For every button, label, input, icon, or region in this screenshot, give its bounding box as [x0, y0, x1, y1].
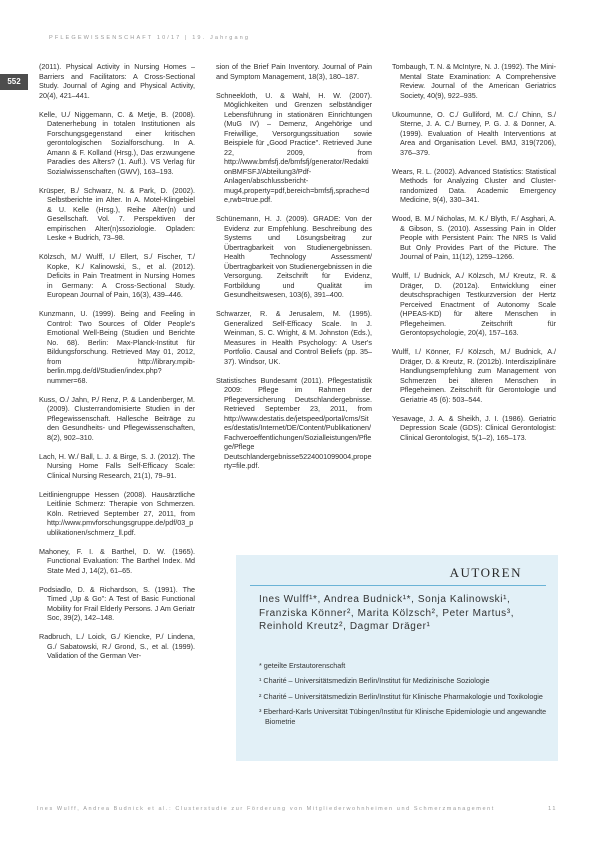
reference-entry: Kölzsch, M./ Wulff, I./ Ellert, S./ Fischer, T./ Kopke, K./ Kalinowski, S., et al. (2012). Deficits in Pain Treatment in Nursing Homes in Germany: A Cross-Sectional Study. European Journal of Pain, 16(3), 439–446. [39, 252, 195, 299]
reference-entry: Yesavage, J. A. & Sheikh, J. I. (1986). Geriatric Depression Scale (GDS): Clinical Gerontologist: Clinical Gerontologist, 5(1–2), 165–173. [392, 413, 556, 442]
reference-entry: Wulff, I./ Budnick, A./ Kölzsch, M./ Kreutz, R. & Dräger, D. (2012a). Entwicklung einer deutschsprachigen Testkurzversion der Hertz Perceived Enactment of Autonomy Scale (HPEAS-KD) für ältere Menschen in Pflegeheimen. Zeitschrift für Gerontopsychologie, 20(4), 157–163. [392, 271, 556, 337]
reference-entry: Radbruch, L./ Loick, G./ Kiencke, P./ Lindena, G./ Sabatowski, R./ Grond, S., et al. (1999). Validation of the German Ver- [39, 632, 195, 660]
reference-column-1 [39, 62, 195, 670]
reference-entry: Kuss, O./ Jahn, P./ Renz, P. & Landenberger, M. (2009). Clusterrandomisierte Studien in der Pflegewissenschaft. Hallesche Beiträge zu den Gesundheits- und Pflegewissenschaften, 8(2), 902–310. [39, 394, 195, 442]
footer-text: Ines Wulff, Andrea Budnick et al.: Clusterstudie zur Förderung von Mitgliederwohnheimen und Schmerzmanagement [37, 806, 495, 812]
reference-entry: Kunzmann, U. (1999). Being and Feeling in Control: Two Sources of Older People's Emotional Well-Being (Studien und Berichte No. 68). Berlin: Max-Planck-Institut für Bildungsforschung. Retrieved May 01, 2012, from http://library.mpib-berlin.mpg.de/dl/Studien/index.php?nummer=68. [39, 309, 195, 385]
reference-entry: sion of the Brief Pain Inventory. Journal of Pain and Symptom Management, 18(3), 180–187. [216, 62, 372, 81]
affiliation-item: ³ Eberhard-Karls Universität Tübingen/Institut für Klinische Epidemiologie und angewandte Biometrie [259, 707, 547, 726]
reference-column-3 [392, 62, 556, 452]
reference-entry: Krüsper, B./ Schwarz, N. & Park, D. (2002). Selbstberichte im Alter. In A. Motel-Klingebiel & U. Kelle (Hrsg.), Reihe Alter(n) und Gesellschaft. Vol. 7. Perspektiven der empirischen Alter(n)ssoziologie. Opladen: Leske + Budrich, 73–98. [39, 185, 195, 242]
affiliation-item: ¹ Charité – Universitätsmedizin Berlin/Institut für Medizinische Soziologie [259, 676, 490, 686]
page-footer [37, 806, 557, 812]
authors-title-rule [250, 585, 546, 586]
reference-entry: Ukoumunne, O. C./ Gulliford, M. C./ Chinn, S./ Sterne, J. A. C./ Burney, P. G. J. & Donner, A. (1999). Evaluation of Health Interventions at Area and Organisation Level. BMJ, 319(7206), 376–379. [392, 109, 556, 157]
reference-entry: Wears, R. L. (2002). Advanced Statistics: Statistical Methods for Analyzing Cluster and Cluster-randomized Data. Academic Emergency Medicine, 9(4), 330–341. [392, 166, 556, 204]
reference-entry: Schneekloth, U. & Wahl, H. W. (2007). Möglichkeiten und Grenzen selbständiger Lebensführung in stationären Einrichtungen (MuG IV) – Demenz, Angehörige und Freiwillige, Versorgungssituation sowie Beispiele für „Good Practice". Retrieved June 22, 2009, from http://www.bmfsfj.de/bmfsfj/generator/RedaktionBMFSFJ/Abteilung3/Pdf-Anlagen/abschlussbericht-mug4,property=pdf,bereich=bmfsfj,sprache=de,rwb=true.pdf. [216, 90, 372, 204]
affiliation-item: * geteilte Erstautorenschaft [259, 661, 346, 670]
reference-entry: Wood, B. M./ Nicholas, M. K./ Blyth, F./ Asghari, A. & Gibson, S. (2010). Assessing Pain in Older People with Persistent Pain: The NRS Is Valid But Only Provides Part of the Picture. The Journal of Pain, 11(12), 1259–1266. [392, 214, 556, 261]
authors-box [236, 555, 558, 761]
authors-title: AUTOREN [449, 565, 522, 580]
reference-entry: Wulff, I./ Könner, F./ Kölzsch, M./ Budnick, A./ Dräger, D. & Kreutz, R. (2012b). Interdisziplinäre Handlungsempfehlung zum Management von Schmerzen bei älteren Menschen in Pflegeheimen. Zeitschrift für Gerontologie und Geriatrie 45 (6): 503–544. [392, 347, 556, 404]
reference-entry: Lach, H. W./ Ball, L. J. & Birge, S. J. (2012). The Nursing Home Falls Self-Efficacy Scale: Clinical Nursing Research, 21(1), 79–91. [39, 451, 195, 480]
reference-column-2 [216, 62, 372, 480]
affiliation-item: ² Charité – Universitätsmedizin Berlin/Institut für Klinische Pharmakologie und Toxikologie [259, 691, 543, 701]
affiliation-list [259, 661, 549, 732]
reference-entry: Mahoney, F. I. & Barthel, D. W. (1965). Functional Evaluation: The Barthel Index. Md State Med J, 14(2), 61–65. [39, 546, 195, 575]
reference-entry: Podsiadlo, D. & Richardson, S. (1991). The Timed „Up & Go": A Test of Basic Functional Mobility for Frail Elderly Persons. J Am Geriatr Soc, 39(2), 142–148. [39, 584, 195, 622]
reference-entry: (2011). Physical Activity in Nursing Homes – Barriers and Facilitators: A Cross-Sectional Study. Journal of Aging and Physical Activity, 20(4), 421–441. [39, 62, 195, 100]
reference-entry: Statistisches Bundesamt (2011). Pflegestatistik 2009: Pflege im Rahmen der Pflegeversicherung Deutschlandergebnisse. Retrieved September 23, 2011, from http://www.destatis.de/jetspeed/portal/cms/Sites/destatis/Internet/DE/Content/Publikationen/Fachveroeffentlichungen/Sozialleistungen/Pflege/Pflege Deutschlandergebnisse5224001099004,property=file.pdf. [216, 375, 372, 470]
page-number: 552 [0, 74, 28, 90]
reference-entry: Tombaugh, T. N. & McIntyre, N. J. (1992). The Mini-Mental State Examination: A Comprehensive Review. Journal of the American Geriatrics Society, 40(9), 922–935. [392, 62, 556, 100]
reference-entry: Schünemann, H. J. (2009). GRADE: Von der Evidenz zur Empfehlung. Beschreibung des Systems und Lösungsbeitrag zur Übertragbarkeit von Studienergebnissen. Health Technology Assessment/ Übertragbarkeit von Studienergebnissen in die Versorgung. Zeitschrift für Evidenz, Fortbildung und Qualität im Gesundheitswesen, 103(6), 391–400. [216, 214, 372, 299]
author-names: Ines Wulff¹*, Andrea Budnick¹*, Sonja Kalinowski¹, Franziska Könner², Marita Kölzsch², Peter Martus³, Reinhold Kreutz², Dagmar Dräger¹ [259, 594, 515, 632]
running-head: PFLEGEWISSENSCHAFT 10/17 | 19. Jahrgang [49, 35, 251, 41]
reference-entry: Leitliniengruppe Hessen (2008). Hausärztliche Leitlinie Schmerz: Therapie von Schmerzen. Köln. Retrieved September 27, 2011, from http://www.pmvforschungsgruppe.de/pdf/03_publikationen/schmerz_ll.pdf. [39, 489, 195, 537]
footer-page-number: 11 [548, 806, 557, 812]
reference-entry: Kelle, U./ Niggemann, C. & Metje, B. (2008). Datenerhebung in totalen Institutionen als Forschungsgegenstand einer kritischen gerontologischen Sozialforschung. In A. Amann & F. Kolland (Hrsg.), Das erzwungene Paradies des Alters? (1. Aufl.). VS Verlag für Sozialwissenschaften (GWV), 163–193. [39, 109, 195, 176]
reference-entry: Schwarzer, R. & Jerusalem, M. (1995). Generalized Self-Efficacy Scale. In J. Weinman, S. C. Wright, & M. Johnston (Eds.), Measures in Health Psychology: A User's Portfolio. Causal and Control Beliefs (pp. 35–37). Windsor, UK. [216, 309, 372, 366]
